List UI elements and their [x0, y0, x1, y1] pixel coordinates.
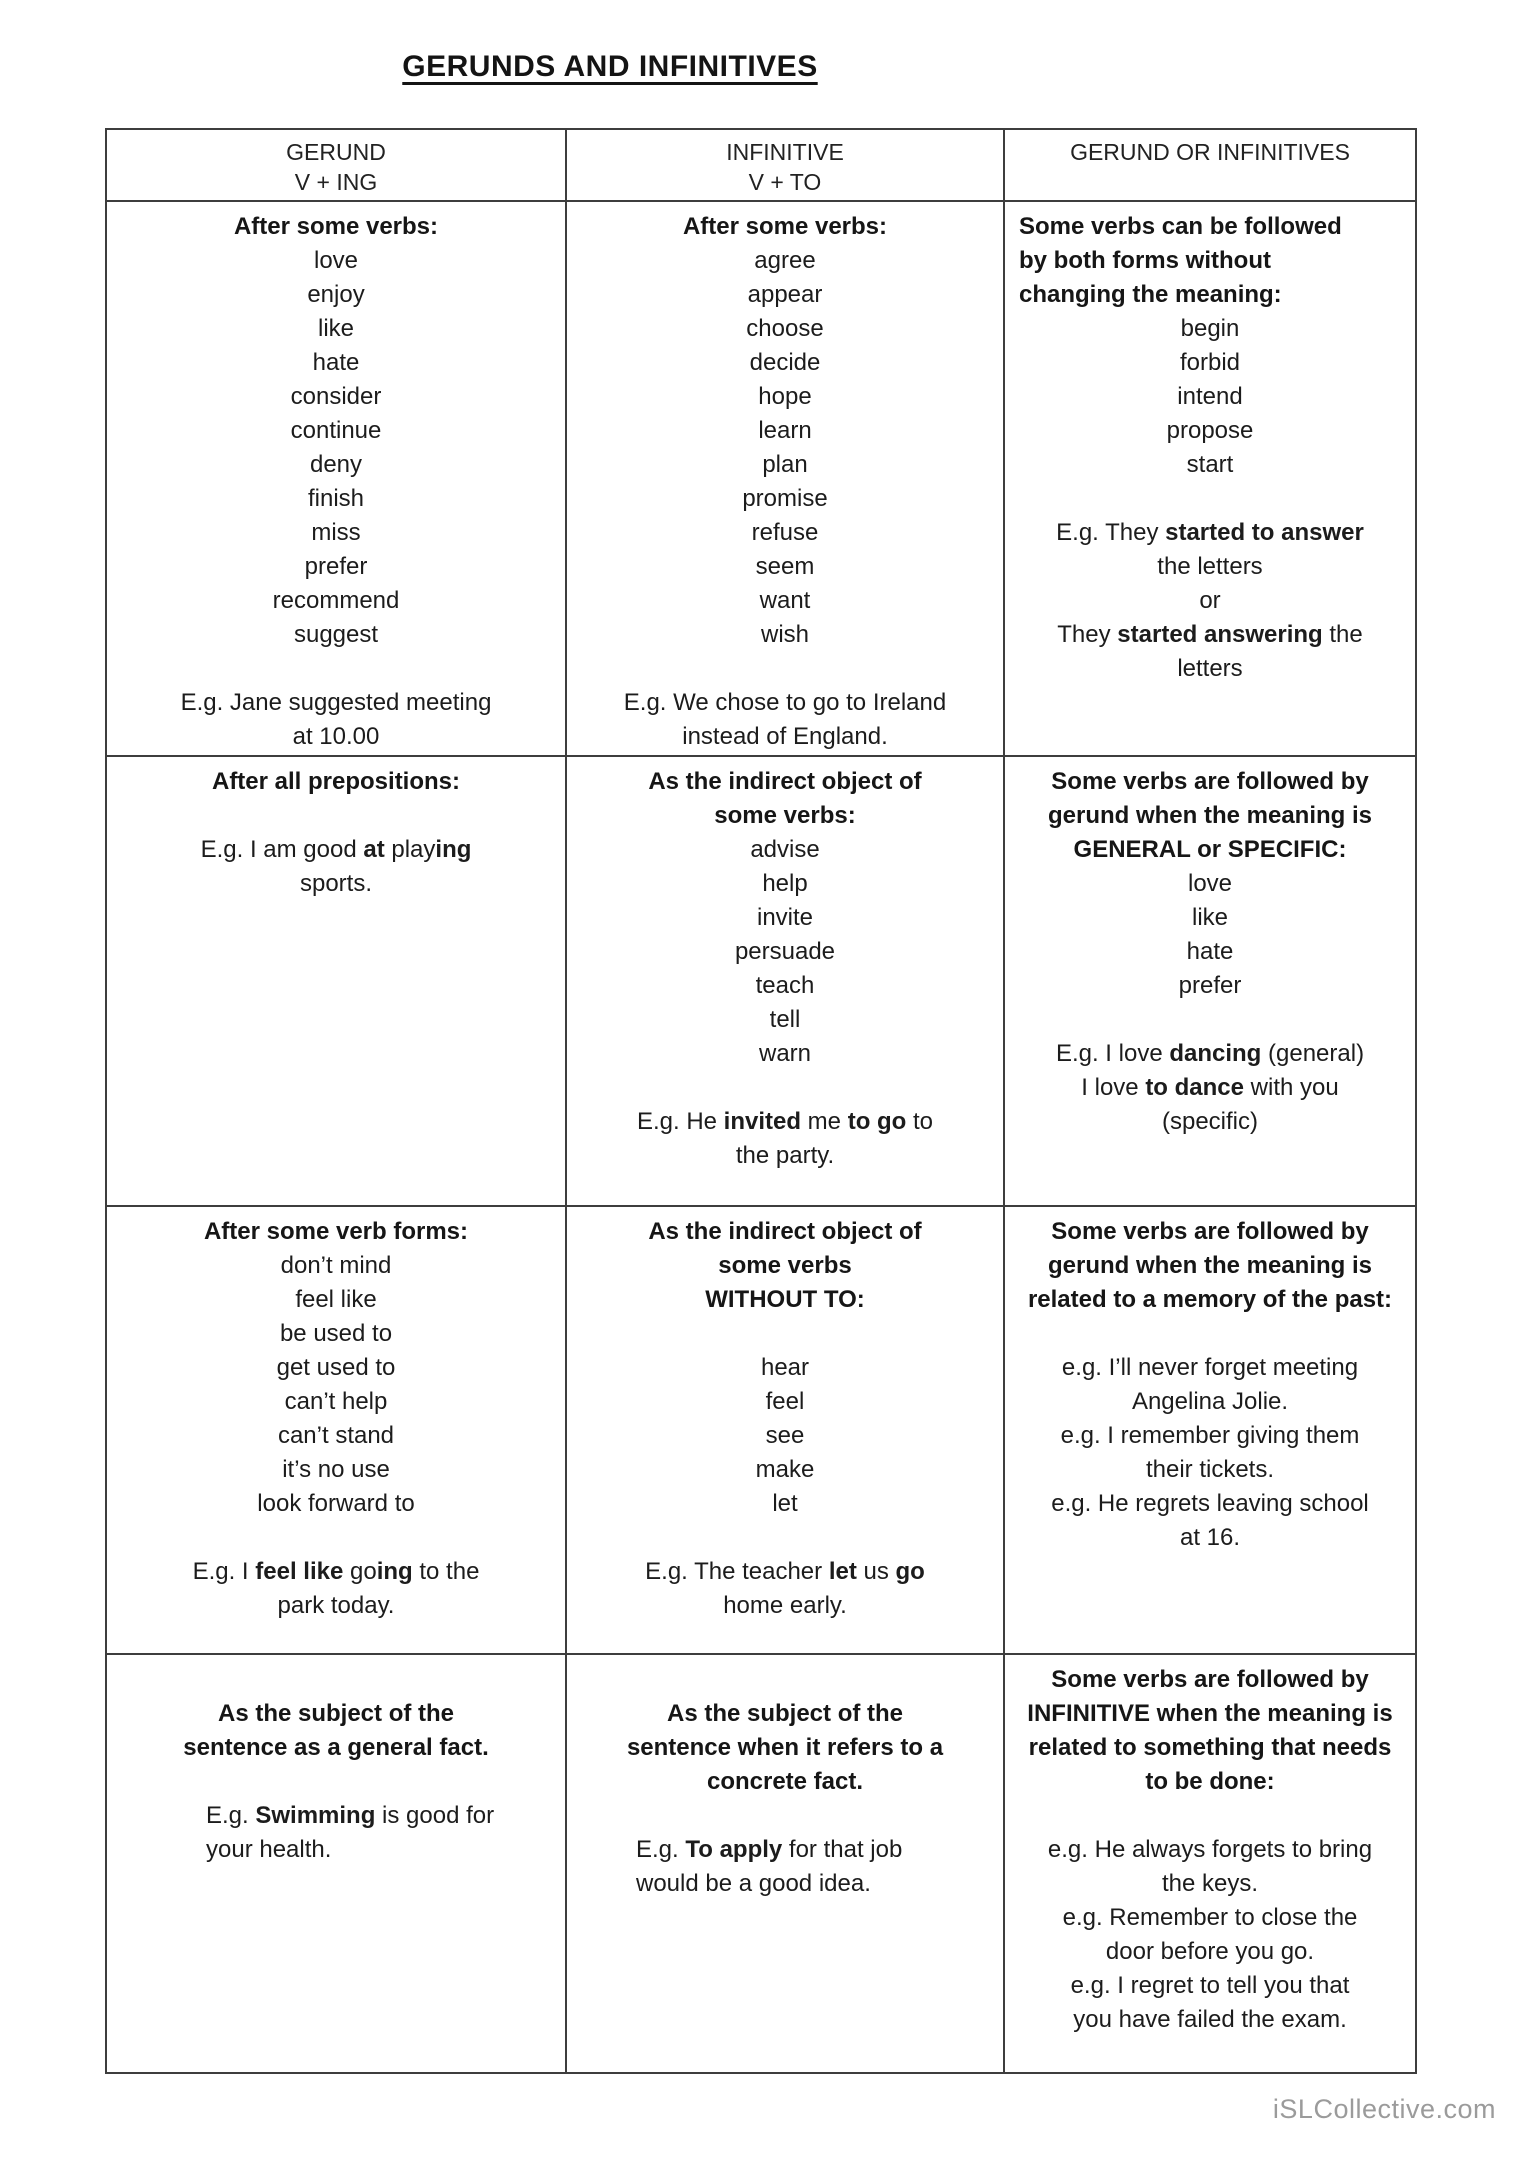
verb-item: look forward to: [257, 1490, 415, 1517]
verb-item: like: [1191, 904, 1228, 931]
verb-item: miss: [311, 519, 361, 546]
cell-infinitive-indirect-object: [567, 757, 1005, 1207]
heading-line: WITHOUT TO:: [705, 1286, 865, 1313]
example-line: you have failed the exam.: [1073, 2006, 1347, 2033]
header-line-1: GERUND OR INFINITIVES: [1070, 139, 1350, 165]
verb-item: want: [759, 587, 811, 614]
example-line: E.g. Jane suggested meeting: [180, 689, 492, 716]
heading-line: some verbs: [718, 1252, 852, 1279]
example-line: your health.: [206, 1836, 332, 1863]
page-title: GERUNDS AND INFINITIVES: [402, 50, 818, 83]
verb-list: [121, 1249, 551, 1521]
verb-item: prefer: [1178, 972, 1242, 999]
example-line: E.g. He invited me to go to: [636, 1108, 934, 1135]
example-line: e.g. I regret to tell you that: [1070, 1972, 1350, 1999]
rule-heading: [121, 210, 551, 244]
verb-item: love: [1187, 870, 1233, 897]
spacer: [121, 1765, 551, 1799]
heading-line: sentence when it refers to a: [626, 1734, 944, 1761]
verb-item: hear: [760, 1354, 810, 1381]
spacer: [581, 1521, 989, 1555]
heading-line: by both forms without: [1019, 247, 1271, 274]
header-line-1: GERUND: [286, 139, 386, 165]
verb-list: [581, 244, 989, 652]
spacer: [121, 1521, 551, 1555]
spacer: [581, 1071, 989, 1105]
verb-item: don’t mind: [280, 1252, 392, 1279]
heading-line: As the indirect object of: [648, 768, 922, 795]
example-line: E.g. They started to answer: [1056, 519, 1364, 546]
spacer: [121, 799, 551, 833]
example-line: e.g. Remember to close the: [1062, 1904, 1358, 1931]
verb-item: feel like: [295, 1286, 377, 1313]
verb-item: see: [765, 1422, 805, 1449]
verb-item: get used to: [276, 1354, 396, 1381]
verb-item: be used to: [279, 1320, 393, 1347]
verb-item: continue: [290, 417, 382, 444]
example-text: [581, 1105, 989, 1173]
verb-item: forbid: [1179, 349, 1241, 376]
rule-heading: [1019, 210, 1401, 312]
rule-heading: [121, 1697, 551, 1765]
heading-line: After all prepositions:: [211, 768, 461, 795]
verb-item: appear: [747, 281, 823, 308]
heading-line: After some verbs:: [682, 213, 888, 240]
example-text: [121, 833, 551, 901]
verb-item: persuade: [734, 938, 836, 965]
verb-item: begin: [1180, 315, 1240, 342]
example-text: [121, 1799, 551, 1867]
heading-line: Some verbs are followed by: [1051, 768, 1369, 795]
verb-item: consider: [290, 383, 382, 410]
cell-gerund-subject-general-fact: [107, 1655, 567, 2072]
example-line: park today.: [277, 1592, 395, 1619]
verb-item: enjoy: [307, 281, 365, 308]
heading-line: Some verbs are followed by: [1051, 1666, 1369, 1693]
heading-line: changing the meaning:: [1019, 281, 1282, 308]
example-line: E.g. I feel like going to the: [192, 1558, 480, 1585]
spacer: [1019, 1799, 1401, 1833]
example-text: [1019, 516, 1401, 686]
example-line: E.g. I love dancing (general): [1055, 1040, 1365, 1067]
cell-both-forms-same-meaning: [1005, 202, 1415, 757]
verb-item: recommend: [272, 587, 400, 614]
example-text: [1019, 1833, 1401, 2037]
verb-item: invite: [756, 904, 814, 931]
example-line: at 16.: [1179, 1524, 1241, 1551]
example-line: They started answering the: [1057, 621, 1363, 648]
heading-line: sentence as a general fact.: [183, 1734, 489, 1761]
spacer: [121, 652, 551, 686]
header-line-1: INFINITIVE: [726, 139, 844, 165]
verb-item: suggest: [293, 621, 379, 648]
islcollective-watermark: iSLCollective.com: [1272, 2094, 1496, 2124]
verb-item: advise: [750, 836, 820, 863]
verb-item: propose: [1166, 417, 1254, 444]
verb-item: can’t stand: [277, 1422, 395, 1449]
verb-item: feel: [765, 1388, 805, 1415]
verb-list: [581, 833, 989, 1071]
grammar-table: [105, 128, 1417, 2074]
rule-heading: [581, 210, 989, 244]
example-line: sports.: [299, 870, 373, 897]
heading-line: gerund when the meaning is: [1047, 802, 1373, 829]
example-line: the party.: [735, 1142, 835, 1169]
example-line: e.g. I’ll never forget meeting: [1061, 1354, 1359, 1381]
verb-item: can’t help: [284, 1388, 388, 1415]
example-line: would be a good idea.: [636, 1870, 871, 1897]
heading-line: After some verbs:: [233, 213, 439, 240]
example-text: [1019, 1037, 1401, 1139]
example-line: door before you go.: [1105, 1938, 1315, 1965]
example-text: [581, 1833, 989, 1901]
heading-line: As the indirect object of: [648, 1218, 922, 1245]
example-line: e.g. He always forgets to bring: [1047, 1836, 1373, 1863]
verb-item: like: [317, 315, 354, 342]
example-line: e.g. I remember giving them: [1060, 1422, 1360, 1449]
example-text: [581, 1555, 989, 1623]
cell-gerund-memory-of-past: [1005, 1207, 1415, 1655]
example-line: their tickets.: [1145, 1456, 1275, 1483]
cell-infinitive-after-some-verbs: [567, 202, 1005, 757]
verb-item: let: [772, 1490, 798, 1517]
spacer: [1019, 1003, 1401, 1037]
example-line: or: [1199, 587, 1221, 614]
cell-gerund-after-prepositions: [107, 757, 567, 1207]
verb-item: hate: [312, 349, 360, 376]
cell-infinitive-subject-concrete-fact: [567, 1655, 1005, 2072]
spacer: [581, 652, 989, 686]
example-line: the keys.: [1161, 1870, 1259, 1897]
verb-item: plan: [762, 451, 808, 478]
cell-infinitive-needs-to-be-done: [1005, 1655, 1415, 2072]
heading-line: As the subject of the: [217, 1700, 455, 1727]
example-line: I love to dance with you: [1081, 1074, 1339, 1101]
verb-item: warn: [758, 1040, 812, 1067]
verb-list: [1019, 867, 1401, 1003]
rule-heading: [121, 765, 551, 799]
verb-item: start: [1186, 451, 1234, 478]
verb-item: intend: [1177, 383, 1243, 410]
verb-item: prefer: [304, 553, 368, 580]
example-line: instead of England.: [682, 723, 888, 750]
example-line: e.g. He regrets leaving school: [1051, 1490, 1369, 1517]
example-line: E.g. Swimming is good for: [206, 1802, 495, 1829]
spacer: [581, 1799, 989, 1833]
heading-line: concrete fact.: [706, 1768, 864, 1795]
cell-infinitive-without-to: [567, 1207, 1005, 1655]
verb-item: hate: [1186, 938, 1234, 965]
rule-heading: [121, 1215, 551, 1249]
spacer: [121, 1663, 551, 1697]
spacer: [581, 1317, 989, 1351]
example-line: E.g. I am good at playing: [200, 836, 472, 863]
example-line: at 10.00: [292, 723, 380, 750]
column-header-gerund-or-infinitives: [1005, 130, 1415, 202]
verb-item: help: [762, 870, 808, 897]
verb-item: promise: [742, 485, 828, 512]
verb-item: love: [313, 247, 359, 274]
verb-item: make: [755, 1456, 815, 1483]
spacer: [1019, 1317, 1401, 1351]
verb-item: finish: [307, 485, 365, 512]
rule-heading: [1019, 1215, 1401, 1317]
verb-item: learn: [758, 417, 812, 444]
verb-item: tell: [769, 1006, 801, 1033]
heading-line: INFINITIVE when the meaning is: [1027, 1700, 1393, 1727]
cell-gerund-after-verb-forms: [107, 1207, 567, 1655]
cell-gerund-after-some-verbs: [107, 202, 567, 757]
verb-item: hope: [758, 383, 812, 410]
verb-item: seem: [755, 553, 815, 580]
example-line: E.g. The teacher let us go: [645, 1558, 925, 1585]
heading-line: related to something that needs: [1028, 1734, 1392, 1761]
column-header-infinitive: [567, 130, 1005, 202]
rule-heading: [581, 765, 989, 833]
header-line-2: V + TO: [748, 169, 822, 195]
verb-list: [121, 244, 551, 652]
verb-item: deny: [309, 451, 363, 478]
header-line-2: V + ING: [294, 169, 378, 195]
heading-line: After some verb forms:: [203, 1218, 469, 1245]
verb-item: it’s no use: [282, 1456, 390, 1483]
rule-heading: [1019, 1663, 1401, 1799]
example-text: [121, 1555, 551, 1623]
example-line: (specific): [1161, 1108, 1258, 1135]
example-line: letters: [1177, 655, 1243, 682]
verb-item: wish: [760, 621, 809, 648]
heading-line: to be done:: [1145, 1768, 1275, 1795]
column-header-gerund: [107, 130, 567, 202]
spacer: [581, 1663, 989, 1697]
heading-line: GENERAL or SPECIFIC:: [1073, 836, 1347, 863]
rule-heading: [1019, 765, 1401, 867]
example-text: [121, 686, 551, 754]
example-line: home early.: [723, 1592, 847, 1619]
rule-heading: [581, 1697, 989, 1799]
example-line: E.g. To apply for that job: [636, 1836, 903, 1863]
heading-line: As the subject of the: [666, 1700, 904, 1727]
heading-line: Some verbs are followed by: [1051, 1218, 1369, 1245]
verb-item: decide: [749, 349, 821, 376]
heading-line: Some verbs can be followed: [1019, 213, 1342, 240]
example-line: E.g. We chose to go to Ireland: [623, 689, 947, 716]
example-line: Angelina Jolie.: [1131, 1388, 1289, 1415]
example-text: [581, 686, 989, 754]
verb-item: agree: [754, 247, 816, 274]
heading-line: related to a memory of the past:: [1027, 1286, 1393, 1313]
verb-item: teach: [755, 972, 815, 999]
example-line: the letters: [1157, 553, 1263, 580]
verb-list: [1019, 312, 1401, 482]
example-text: [1019, 1351, 1401, 1555]
verb-item: refuse: [751, 519, 819, 546]
verb-list: [581, 1351, 989, 1521]
heading-line: gerund when the meaning is: [1047, 1252, 1373, 1279]
cell-gerund-general-specific: [1005, 757, 1415, 1207]
heading-line: some verbs:: [714, 802, 856, 829]
spacer: [1019, 482, 1401, 516]
rule-heading: [581, 1215, 989, 1317]
verb-item: choose: [746, 315, 824, 342]
